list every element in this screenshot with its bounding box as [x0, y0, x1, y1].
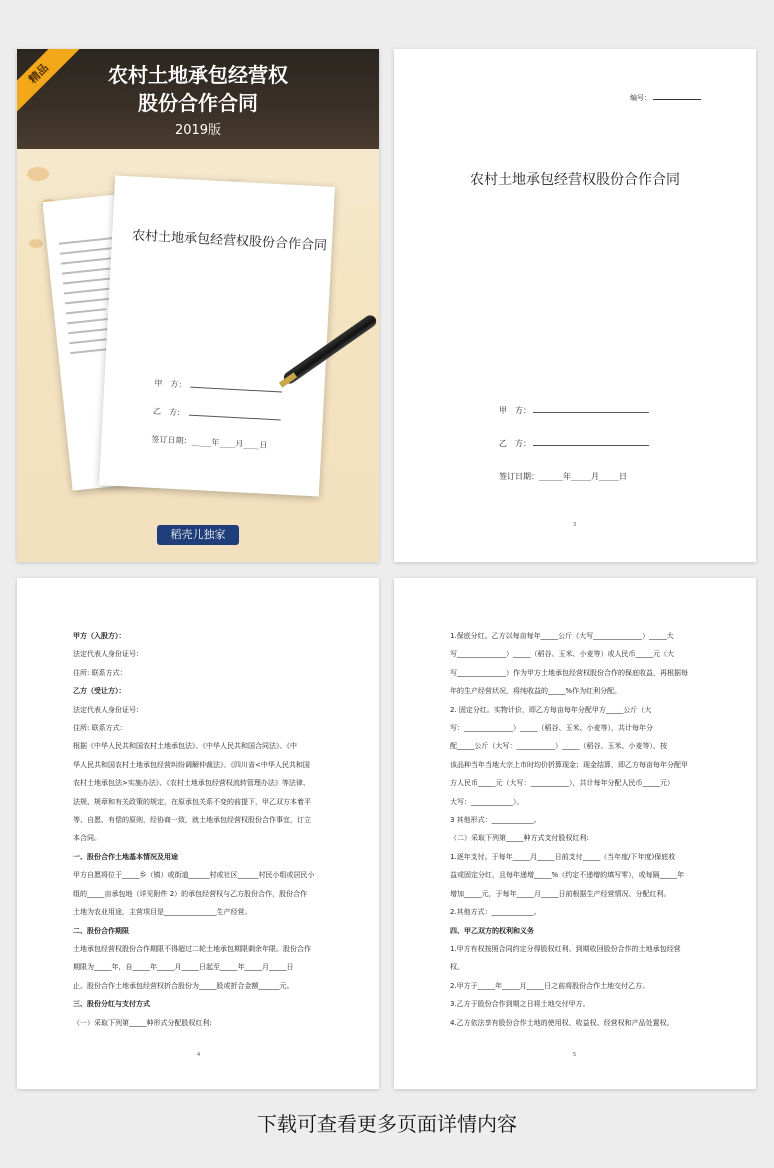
document-line: 甲方自愿将位于_____乡（镇）或街道______村或社区______村民小组或居民小	[73, 871, 315, 880]
leaf-decoration	[27, 167, 49, 181]
document-line: 四、甲乙双方的权利和义务	[450, 926, 534, 935]
exclusive-badge: 稻壳儿独家	[157, 525, 239, 545]
download-more-footer[interactable]: 下载可查看更多页面详情内容	[257, 1112, 517, 1136]
document-line: 止。股份合作土地承包经营权折合股份为_____股或折合金额______元。	[73, 981, 294, 990]
document-line: 住所: 联系方式：	[73, 668, 127, 677]
document-line: 期限为_____年，自_____年_____月_____日起至_____年_____月_____日	[73, 963, 294, 972]
document-line: 组的_____亩承包地（详见附件 2）的承包经营权与乙方股份合作，股份合作	[73, 889, 308, 898]
party-b-field: 乙 方：	[499, 438, 649, 449]
document-line: 写______________）作为甲方土地承包经营权股份合作的保底收益，再根据每	[450, 668, 688, 677]
document-line: 4.乙方依法享有股份合作土地的使用权、收益权、经营权和产品处置权。	[450, 1018, 674, 1027]
document-line: （二）采取下列第_____种方式支付股权红利:	[450, 834, 589, 843]
page-number: 3	[573, 522, 577, 528]
sign-date-field: 签订日期：______年_____月_____日	[499, 472, 627, 481]
document-line: 农村土地承包法>实施办法》、《农村土地承包经营权流转管理办法》等法律、	[73, 779, 310, 788]
document-line: 土地为农业用途，主营项目是_______________生产经营。	[73, 908, 252, 917]
document-line: 写______________）_____（稻谷、玉米、小麦等）或人民币_____元（大	[450, 650, 674, 659]
leaf-decoration	[29, 239, 43, 248]
cover-edition: 2019版	[174, 123, 222, 138]
cover-page	[17, 49, 379, 562]
page-number: 5	[573, 1052, 577, 1058]
document-line: 2.甲方于_____年_____月_____日之前将股份合作土地交付乙方。	[450, 981, 650, 990]
document-line: 权。	[450, 963, 464, 972]
document-line: 法定代表人身份证号：	[73, 650, 143, 659]
document-line: 住所: 联系方式：	[73, 724, 127, 733]
document-line: 益或固定分红，且每年递增_____%（约定不递增的填写零），或每隔_____年	[450, 871, 685, 880]
cover-banner	[17, 49, 379, 149]
cover-title-line1: 农村土地承包经营权	[108, 63, 288, 87]
document-line: 年的生产经营状况，将纯收益的_____%作为红利分配。	[450, 687, 622, 696]
document-line: 等、自愿、有偿的原则，经协商一致，就土地承包经营权股份合作事宜，订立	[73, 816, 311, 825]
document-line: 华人民共和国农村土地承包经营纠纷调解仲裁法》、《四川省<中华人民共和国	[73, 760, 310, 769]
document-line: 法规、规章和有关政策的规定，在原承包关系不变的前提下，甲乙双方本着平	[73, 797, 311, 806]
document-title: 农村土地承包经营权股份合作合同	[470, 172, 680, 188]
document-page-1	[394, 49, 756, 562]
document-page-2	[17, 578, 379, 1089]
mock-party-b: 乙 方：	[153, 406, 281, 424]
document-line: 2.其他方式：____________。	[450, 908, 541, 917]
document-line: 一、股份合作土地基本情况及用途	[73, 852, 178, 861]
document-line: 1.甲方有权按照合同约定分得股权红利、到期收回股份合作的土地承包经营	[450, 944, 681, 953]
page-number: 4	[197, 1052, 201, 1058]
document-line: 大写：____________）。	[450, 797, 524, 806]
document-line: 本合同。	[73, 834, 101, 843]
document-page-3	[394, 578, 756, 1089]
mock-document-front	[99, 175, 335, 496]
document-line: 三、股份分红与支付方式	[73, 1000, 150, 1009]
document-line: 2. 固定分红。实物计价，即乙方每亩每年分配甲方_____公斤（大	[450, 705, 652, 714]
document-line: 乙方（受让方）：	[73, 687, 126, 696]
document-line: 增加_____元，于每年_____月_____日前根据生产经营情况、分配红利。	[450, 889, 671, 898]
document-line: 配_____公斤（大写：___________）_____（稻谷、玉米、小麦等），按	[450, 742, 667, 751]
document-line: 根据《中华人民共和国农村土地承包法》、《中华人民共和国合同法》、《中	[73, 742, 297, 751]
document-line: 该品种当年当地大宗上市时均价折算现金；现金结算，即乙方每亩每年分配甲	[450, 760, 688, 769]
document-line: 写：______________）_____（稻谷、玉米、小麦等），共计每年分	[450, 724, 653, 733]
document-line: 二、股份合作期限	[73, 926, 129, 935]
document-line: 土地承包经营权股份合作期限不得超过二轮土地承包期限剩余年限。股份合作	[73, 944, 311, 953]
premium-tag: 精品	[17, 49, 81, 116]
document-body	[450, 627, 718, 1032]
document-line: 法定代表人身份证号：	[73, 705, 143, 714]
party-a-field: 甲 方：	[499, 405, 649, 416]
mock-document-title: 农村土地承包经营权股份合作合同	[131, 228, 328, 254]
mock-party-a: 甲 方：	[154, 378, 282, 396]
document-line: 3 其他形式：____________。	[450, 816, 541, 825]
document-line: 1.逐年支付。于每年_____月_____日前支付_____（当年度/下年度)保底收	[450, 852, 676, 861]
contract-number: 编号：	[630, 93, 701, 103]
document-line: 1.保底分红。乙方以每亩每年_____公斤（大写______________）_____大	[450, 632, 674, 640]
document-line: 3.乙方于股份合作到期之日将土地交付甲方。	[450, 1000, 590, 1009]
document-line: 甲方（入股方）：	[73, 632, 126, 640]
mock-sign-date: 签订日期：_____年____月____日	[151, 434, 268, 450]
document-line: 方人民币_____元（大写：___________），共计每年分配人民币_____元）	[450, 779, 674, 788]
cover-title-line2: 股份合作合同	[138, 91, 258, 115]
document-body	[73, 627, 341, 1032]
document-line: （一）采取下列第_____种形式分配股权红利:	[73, 1018, 212, 1027]
